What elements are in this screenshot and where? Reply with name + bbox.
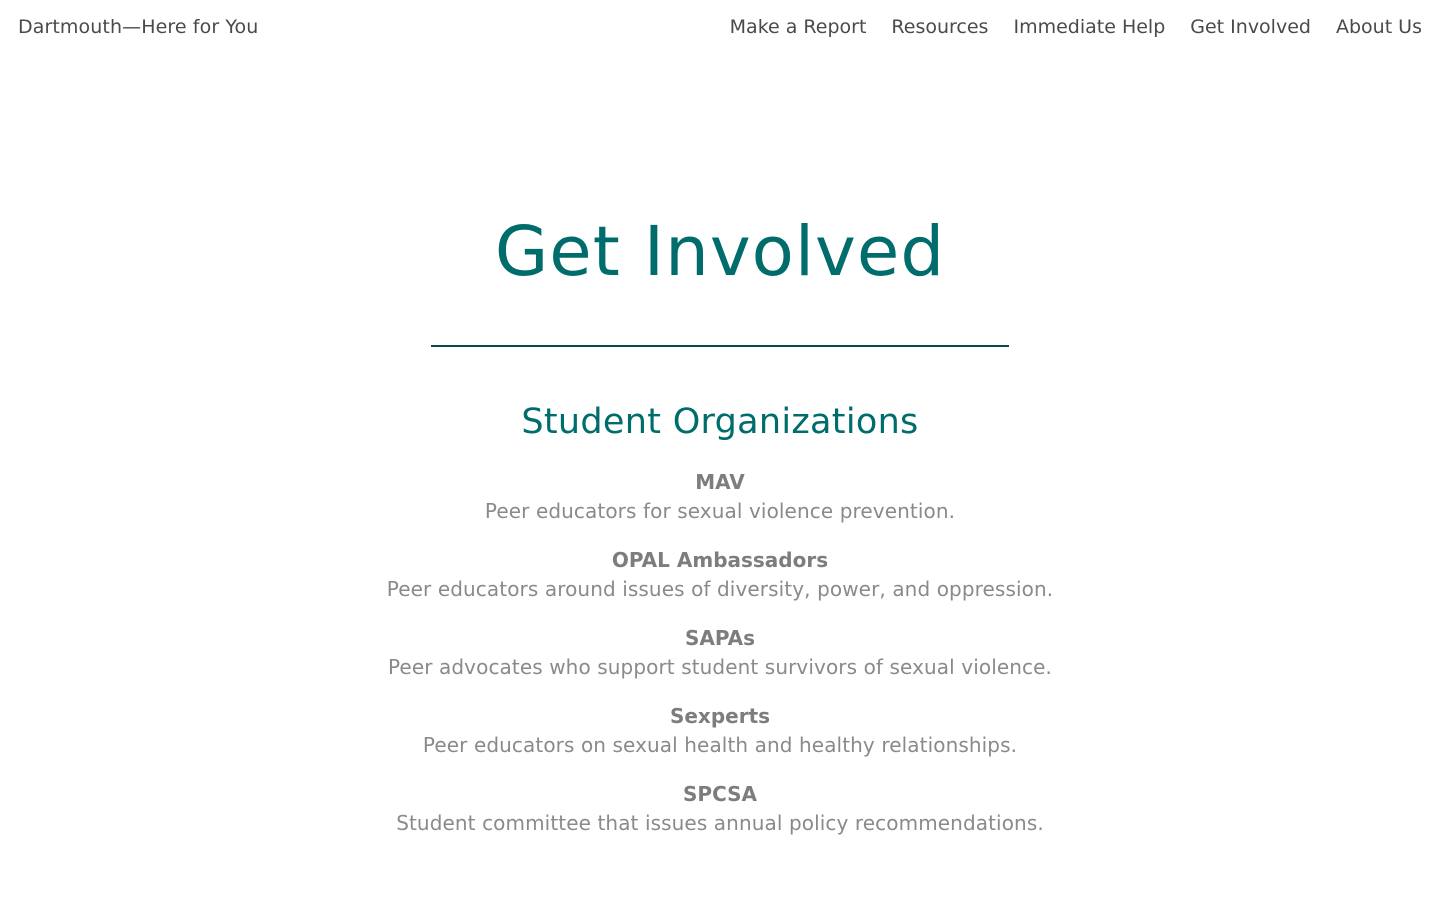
org-description: Student committee that issues annual policy recommendations. — [396, 811, 1044, 835]
nav-immediate-help[interactable]: Immediate Help — [1013, 16, 1166, 38]
org-description: Peer advocates who support student survivors of sexual violence. — [387, 655, 1053, 679]
top-navigation-bar — [0, 0, 1440, 56]
nav-get-involved[interactable]: Get Involved — [1190, 16, 1311, 38]
organization-list — [0, 468, 1440, 858]
org-description: Peer educators on sexual health and healthy relationships. — [422, 733, 1018, 757]
org-description: Peer educators around issues of diversity, power, and oppression. — [386, 577, 1054, 601]
org-item-mav — [0, 468, 1440, 546]
page-title: Get Involved — [494, 212, 946, 292]
section-title-student-organizations: Student Organizations — [521, 402, 919, 442]
main-nav — [730, 16, 1422, 38]
nav-resources[interactable]: Resources — [891, 16, 989, 38]
nav-make-a-report[interactable]: Make a Report — [729, 16, 867, 38]
title-divider — [431, 345, 1009, 347]
org-name: SAPAs — [684, 626, 756, 650]
site-brand-link[interactable]: Dartmouth—Here for You — [18, 16, 259, 38]
org-item-opal-ambassadors — [0, 546, 1440, 624]
org-name: OPAL Ambassadors — [611, 548, 829, 572]
org-item-sapas — [0, 624, 1440, 702]
org-name: MAV — [695, 470, 745, 494]
org-description: Peer educators for sexual violence prevention. — [484, 499, 956, 523]
org-item-sexperts — [0, 702, 1440, 780]
org-item-spcsa — [0, 780, 1440, 858]
org-name: SPCSA — [683, 782, 757, 806]
nav-about-us[interactable]: About Us — [1335, 16, 1422, 38]
org-name: Sexperts — [669, 704, 771, 728]
